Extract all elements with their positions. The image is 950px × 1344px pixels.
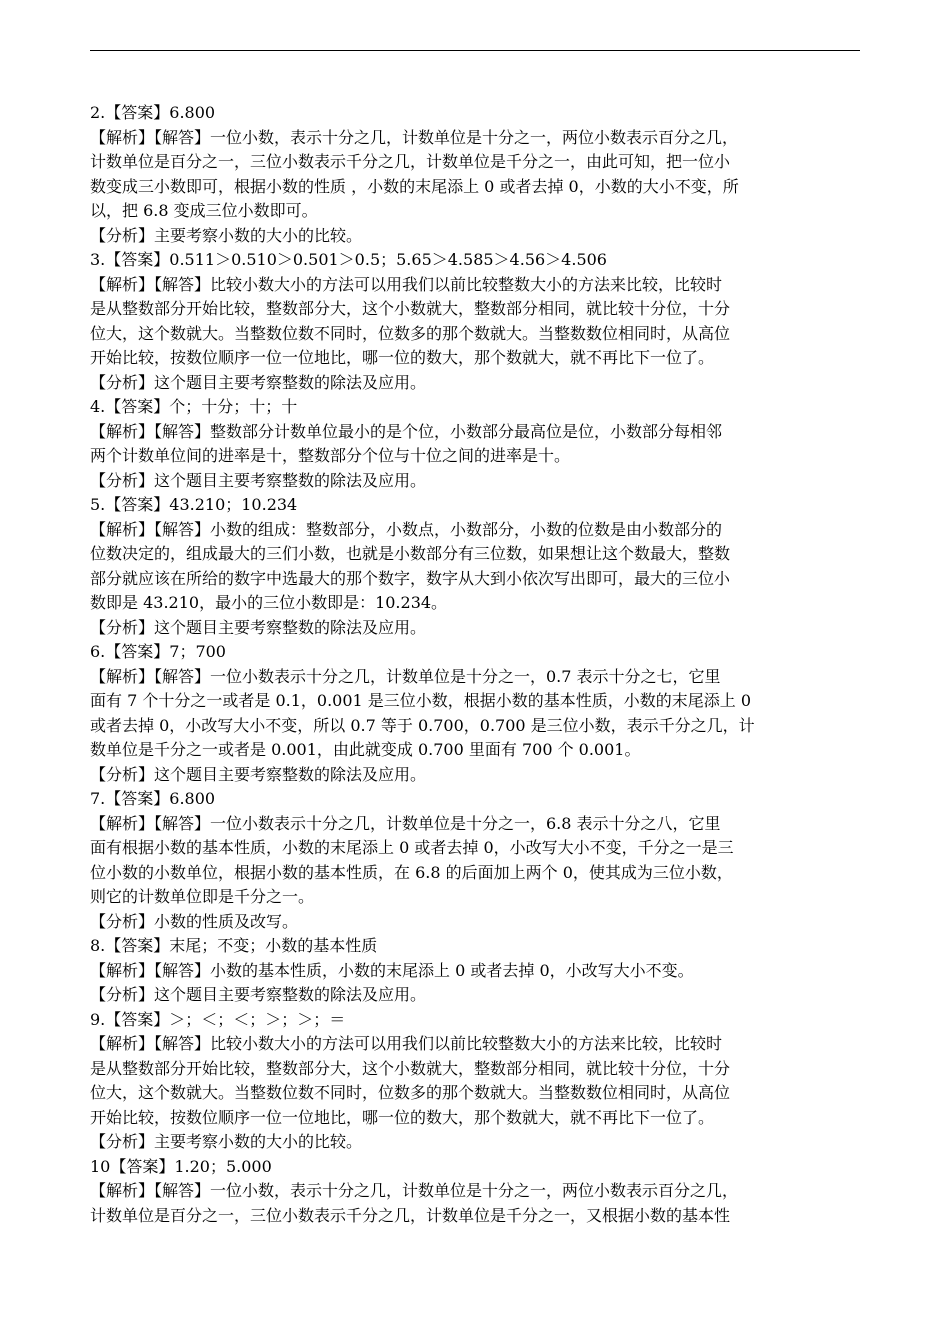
analysis-line: 【分析】这个题目主要考察整数的除法及应用。 bbox=[90, 617, 427, 637]
explanation-line: 位大，这个数就大。当整数位数不同时，位数多的那个数就大。当整数数位相同时，从高位 bbox=[90, 1083, 731, 1102]
analysis-line: 【分析】主要考察小数的大小的比较。 bbox=[90, 1132, 363, 1151]
answer-line: 8.【答案】末尾；不变；小数的基本性质 bbox=[90, 936, 378, 955]
question-item-10 bbox=[90, 1155, 866, 1229]
explanation-line: 则它的计数单位即是千分之一。 bbox=[90, 887, 315, 906]
explanation-line: 【解析】【解答】小数的基本性质，小数的末尾添上 0 或者去掉 0，小改写大小不变。 bbox=[90, 960, 694, 980]
explanation-line: 【解析】【解答】比较小数大小的方法可以用我们以前比较整数大小的方法来比较，比较时 bbox=[90, 274, 723, 294]
question-item-6 bbox=[90, 640, 866, 787]
explanation-line: 数单位是千分之一或者是 0.001，由此就变成 0.700 里面有 700 个 0.001。 bbox=[90, 740, 641, 759]
explanation-line: 【解析】【解答】一位小数表示十分之几，计数单位是十分之一，0.7 表示十分之七，它里 bbox=[90, 666, 721, 686]
answer-line: 7.【答案】6.800 bbox=[90, 789, 216, 808]
analysis-line: 【分析】小数的性质及改写。 bbox=[90, 911, 299, 931]
explanation-line: 【解析】【解答】一位小数表示十分之几，计数单位是十分之一，6.8 表示十分之八，它里 bbox=[90, 813, 721, 833]
explanation-line: 计数单位是百分之一，三位小数表示千分之几，计数单位是千分之一，由此可知，把一位小 bbox=[90, 152, 731, 171]
answer-line: 2.【答案】6.800 bbox=[90, 103, 216, 122]
question-item-5 bbox=[90, 493, 866, 640]
answer-line: 4.【答案】个；十分；十；十 bbox=[90, 397, 298, 416]
explanation-line: 部分就应该在所给的数字中选最大的那个数字，数字从大到小依次写出即可，最大的三位小 bbox=[90, 568, 731, 588]
question-item-4 bbox=[90, 395, 866, 493]
explanation-line: 以，把 6.8 变成三位小数即可。 bbox=[90, 201, 318, 220]
answer-line: 3.【答案】0.511＞0.510＞0.501＞0.5；5.65＞4.585＞4.56＞4.506 bbox=[90, 250, 607, 269]
explanation-line: 位小数的小数单位，根据小数的基本性质，在 6.8 的后面加上两个 0，使其成为三位小数， bbox=[90, 862, 733, 882]
explanation-line: 开始比较，按数位顺序一位一位地比，哪一位的数大，那个数就大，就不再比下一位了。 bbox=[90, 1107, 715, 1127]
answer-line: 9.【答案】＞；＜；＜；＞；＞；＝ bbox=[90, 1009, 346, 1029]
analysis-line: 【分析】主要考察小数的大小的比较。 bbox=[90, 225, 363, 245]
explanation-line: 数变成三小数即可，根据小数的性质 ，小数的末尾添上 0 或者去掉 0，小数的大小不变，所 bbox=[90, 176, 739, 196]
explanation-line: 【解析】【解答】一位小数，表示十分之几，计数单位是十分之一，两位小数表示百分之几， bbox=[90, 1181, 739, 1200]
question-item-3 bbox=[90, 248, 866, 395]
analysis-line: 【分析】这个题目主要考察整数的除法及应用。 bbox=[90, 372, 427, 392]
explanation-line: 开始比较，按数位顺序一位一位地比，哪一位的数大，那个数就大，就不再比下一位了。 bbox=[90, 348, 715, 367]
explanation-line: 数即是 43.210，最小的三位小数即是：10.234。 bbox=[90, 593, 448, 612]
explanation-line: 两个计数单位间的进率是十，整数部分个位与十位之间的进率是十。 bbox=[90, 446, 571, 465]
explanation-line: 【解析】【解答】小数的组成：整数部分，小数点，小数部分，小数的位数是由小数部分的 bbox=[90, 519, 723, 539]
question-item-7 bbox=[90, 787, 866, 934]
analysis-line: 【分析】这个题目主要考察整数的除法及应用。 bbox=[90, 764, 427, 784]
explanation-line: 【解析】【解答】整数部分计数单位最小的是个位，小数部分最高位是位，小数部分每相邻 bbox=[90, 421, 723, 441]
explanation-line: 面有 7 个十分之一或者是 0.1，0.001 是三位小数，根据小数的基本性质，小数的末尾添上 0 bbox=[90, 691, 752, 710]
explanation-line: 或者去掉 0，小改写大小不变，所以 0.7 等于 0.700，0.700 是三位小数，表示千分之几，计 bbox=[90, 715, 755, 735]
explanation-line: 是从整数部分开始比较，整数部分大，这个小数就大，整数部分相同，就比较十分位，十分 bbox=[90, 1058, 731, 1078]
analysis-line: 【分析】这个题目主要考察整数的除法及应用。 bbox=[90, 985, 427, 1004]
header-rule bbox=[90, 50, 860, 51]
question-item-9 bbox=[90, 1008, 866, 1155]
question-item-8 bbox=[90, 934, 866, 1008]
explanation-line: 【解析】【解答】比较小数大小的方法可以用我们以前比较整数大小的方法来比较，比较时 bbox=[90, 1034, 723, 1053]
analysis-line: 【分析】这个题目主要考察整数的除法及应用。 bbox=[90, 470, 427, 490]
answer-line: 5.【答案】43.210；10.234 bbox=[90, 495, 298, 514]
question-item-2 bbox=[90, 101, 866, 248]
answer-line: 10【答案】1.20；5.000 bbox=[90, 1156, 272, 1176]
explanation-line: 是从整数部分开始比较，整数部分大，这个小数就大，整数部分相同，就比较十分位，十分 bbox=[90, 299, 731, 318]
answer-line: 6.【答案】7；700 bbox=[90, 642, 226, 661]
explanation-line: 计数单位是百分之一，三位小数表示千分之几，计数单位是千分之一，又根据小数的基本性 bbox=[90, 1205, 731, 1225]
explanation-line: 面有根据小数的基本性质，小数的末尾添上 0 或者去掉 0，小改写大小不变，千分之一是三 bbox=[90, 838, 734, 857]
answer-key-content bbox=[90, 101, 866, 1228]
explanation-line: 位大，这个数就大。当整数位数不同时，位数多的那个数就大。当整数数位相同时，从高位 bbox=[90, 323, 731, 343]
explanation-line: 【解析】【解答】一位小数，表示十分之几，计数单位是十分之一，两位小数表示百分之几， bbox=[90, 127, 739, 147]
explanation-line: 位数决定的，组成最大的三们小数，也就是小数部分有三位数，如果想让这个数最大，整数 bbox=[90, 544, 731, 563]
